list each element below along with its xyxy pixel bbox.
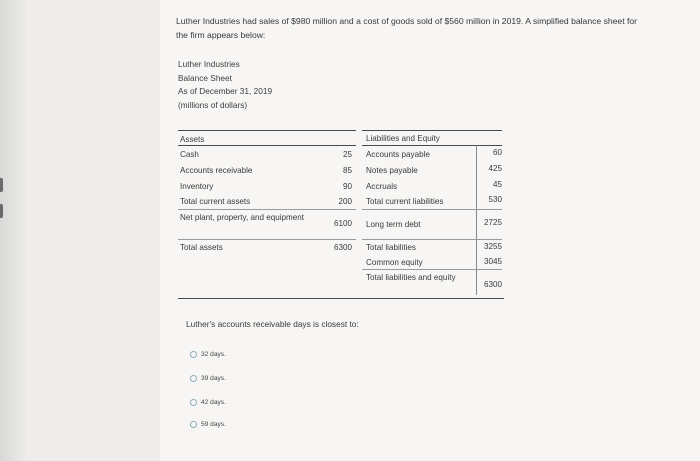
liability-label: Accounts payable (366, 150, 430, 159)
liability-value: 6300 (483, 280, 502, 289)
subtotal-rule (178, 209, 356, 210)
radio-button[interactable] (190, 399, 197, 406)
company-name: Luther Industries (178, 59, 240, 69)
statement-date: As of December 31, 2019 (178, 86, 273, 96)
liability-value: 3045 (483, 257, 502, 266)
liability-label: Total liabilities and equity (366, 273, 456, 282)
asset-label: Net plant, property, and equipment (180, 213, 305, 222)
radio-button[interactable] (190, 375, 197, 382)
statement-units: (millions of dollars) (178, 99, 248, 110)
value-column-divider (476, 145, 477, 295)
liability-label: Notes payable (366, 166, 418, 175)
asset-value: 90 (342, 182, 352, 191)
liability-value: 45 (492, 180, 502, 189)
answer-option[interactable] (190, 418, 226, 430)
option-label: 42 days. (201, 398, 226, 406)
header-rule (362, 145, 502, 146)
edge-marker (0, 204, 3, 218)
subtotal-rule (178, 239, 356, 240)
liability-label: Long term debt (366, 220, 421, 229)
table-top-rule (362, 130, 502, 131)
subtotal-rule (362, 239, 502, 240)
assets-header: Assets (180, 135, 205, 144)
liability-value: 530 (488, 195, 502, 204)
answer-option[interactable] (190, 372, 226, 384)
question-stem: Luther's accounts receivable days is closest to: (186, 319, 359, 329)
liability-value: 2725 (483, 218, 502, 227)
asset-label: Cash (180, 150, 199, 159)
liability-value: 425 (488, 164, 502, 173)
radio-button[interactable] (190, 421, 197, 428)
left-edge-strip (0, 0, 28, 461)
asset-label: Total assets (180, 243, 223, 252)
balance-sheet-heading (178, 58, 272, 112)
liability-label: Total liabilities (366, 243, 416, 252)
subtotal-rule (362, 269, 502, 270)
liability-value: 60 (492, 148, 502, 157)
asset-label: Total current assets (180, 197, 251, 206)
liabilities-header: Liabilities and Equity (366, 134, 440, 143)
liability-label: Common equity (366, 258, 423, 267)
asset-value: 25 (342, 150, 352, 159)
asset-label: Accounts receivable (180, 166, 253, 175)
option-label: 59 days. (201, 420, 226, 428)
subtotal-rule (362, 209, 502, 210)
asset-value: 200 (338, 197, 352, 206)
liability-value: 3255 (483, 242, 502, 251)
answer-option[interactable] (190, 348, 226, 360)
asset-value: 6100 (333, 219, 352, 228)
asset-value: 85 (342, 166, 352, 175)
header-rule (178, 145, 356, 146)
liability-label: Total current liabilities (366, 197, 444, 206)
asset-value: 6300 (333, 243, 352, 252)
answer-option[interactable] (190, 396, 226, 408)
radio-button[interactable] (190, 351, 197, 358)
option-label: 32 days. (201, 350, 226, 358)
statement-title: Balance Sheet (178, 72, 232, 83)
table-top-rule (178, 130, 356, 131)
edge-marker (0, 178, 3, 192)
table-bottom-rule (178, 298, 504, 299)
asset-label: Inventory (180, 182, 214, 191)
question-prompt: Luther Industries had sales of $980 million and a cost of goods sold of $560 million in 2019. A simplified balance sheet for the firm appears below: (176, 16, 638, 40)
option-label: 39 days. (201, 374, 226, 382)
liability-label: Accruals (366, 182, 398, 191)
